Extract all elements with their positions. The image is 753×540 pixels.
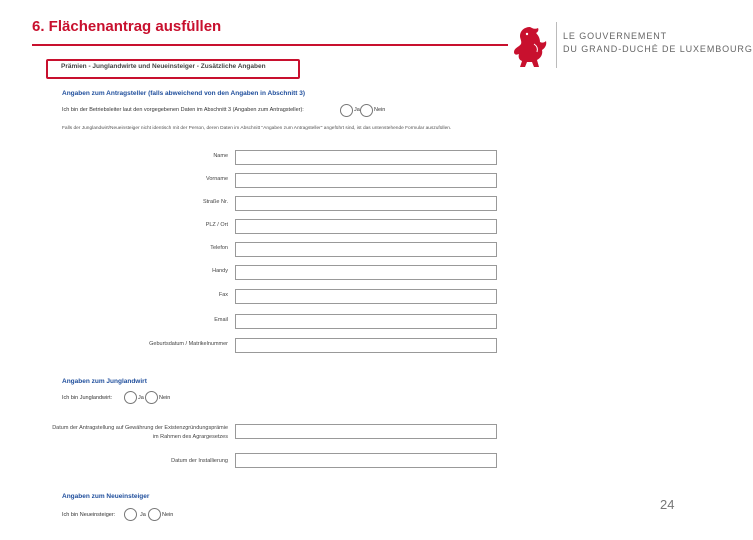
government-name-line2: DU GRAND-DUCHÉ DE LUXEMBOURG [563, 44, 753, 54]
government-name-line1: LE GOUVERNEMENT [563, 31, 668, 41]
field-label-fax: Fax [218, 292, 228, 298]
name-input[interactable] [235, 150, 497, 165]
field-label-mobile: Handy [212, 268, 228, 274]
applicant-no-label: Nein [374, 107, 386, 113]
street-input[interactable] [235, 196, 497, 211]
newcomer-no-label: Nein [162, 512, 174, 518]
newcomer-yes-radio[interactable] [124, 508, 137, 521]
applicant-question: Ich bin der Betriebsleiter laut den vorgegebenen Daten im Abschnitt 3 (Angaben zum Antragsteller): [62, 107, 304, 113]
field-label-email: Email [214, 317, 228, 323]
newcomer-question: Ich bin Neueinsteiger: [62, 512, 116, 518]
red-lion-icon [510, 24, 550, 70]
logo-divider [556, 22, 557, 68]
applicant-yes-label: Ja [354, 107, 360, 113]
newcomer-heading: Angaben zum Neueinsteiger [62, 493, 150, 500]
field-label-application-date-line1: Datum der Antragstellung auf Gewährung der Existenzgründungsprämie [52, 425, 228, 431]
applicant-heading: Angaben zum Antragsteller (falls abweichend von den Angaben in Abschnitt 3) [62, 90, 306, 97]
young-farmer-no-label: Nein [159, 395, 171, 401]
field-label-birthdate: Geburtsdatum / Matrikelnummer [149, 341, 228, 347]
field-label-application-date-line2: im Rahmen des Agrargesetzes [152, 434, 228, 440]
installation-date-input[interactable] [235, 453, 497, 468]
mobile-input[interactable] [235, 265, 497, 280]
field-label-phone: Telefon [210, 245, 228, 251]
field-label-plz-ort: PLZ / Ort [205, 222, 228, 228]
application-date-input[interactable] [235, 424, 497, 439]
title-underline [32, 44, 508, 46]
young-farmer-yes-radio[interactable] [124, 391, 137, 404]
applicant-note: Falls der Junglandwirt/Neueinsteiger nicht identisch mit der Person, deren Daten im Abschnitt "Angaben zum Antragsteller" angeführt sind, ist das untenstehende Formular auszufüllen. [62, 126, 452, 131]
applicant-yes-radio[interactable] [340, 104, 353, 117]
page-number: 24 [660, 497, 675, 512]
field-label-vorname: Vorname [205, 176, 228, 182]
section-title-text: Prämien - Junglandwirte und Neueinsteiger - Zusätzliche Angaben [61, 63, 266, 70]
phone-input[interactable] [235, 242, 497, 257]
field-label-street: Straße Nr. [202, 199, 228, 205]
newcomer-yes-label: Ja [140, 512, 146, 518]
young-farmer-heading: Angaben zum Junglandwirt [62, 378, 147, 385]
plz-ort-input[interactable] [235, 219, 497, 234]
young-farmer-yes-label: Ja [138, 395, 144, 401]
birthdate-input[interactable] [235, 338, 497, 353]
field-label-installation-date: Datum der Installierung [171, 458, 228, 464]
young-farmer-no-radio[interactable] [145, 391, 158, 404]
email-input[interactable] [235, 314, 497, 329]
vorname-input[interactable] [235, 173, 497, 188]
newcomer-no-radio[interactable] [148, 508, 161, 521]
field-label-name: Name [213, 153, 228, 159]
applicant-no-radio[interactable] [360, 104, 373, 117]
young-farmer-question: Ich bin Junglandwirt: [62, 395, 113, 401]
fax-input[interactable] [235, 289, 497, 304]
highlighted-section-title [46, 59, 300, 79]
page-title: 6. Flächenantrag ausfüllen [32, 18, 222, 35]
